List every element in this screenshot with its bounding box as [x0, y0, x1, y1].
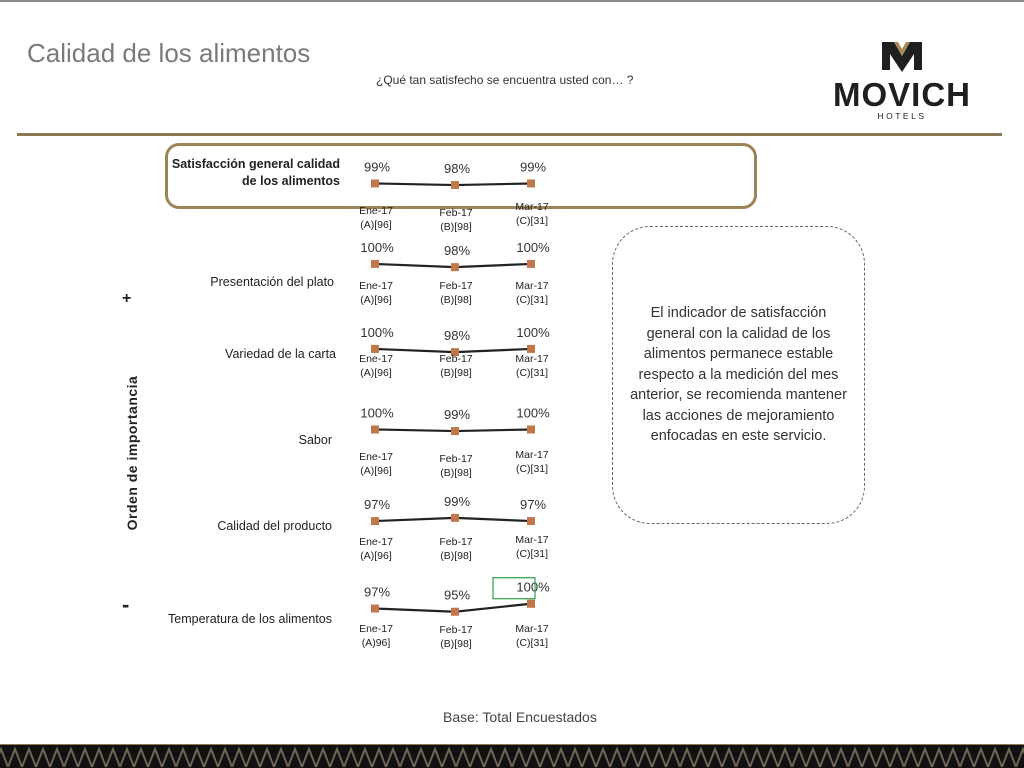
- logo-tagline: HOTELS: [877, 111, 927, 121]
- x-tick-label: Ene-17: [359, 451, 393, 463]
- x-tick-label: Feb-17: [439, 280, 473, 292]
- data-label: 98%: [443, 161, 471, 177]
- x-tick-label: (B)[98]: [440, 550, 472, 562]
- x-tick-label: Mar-17: [515, 534, 549, 546]
- insight-callout: [612, 226, 865, 524]
- data-point: [451, 263, 459, 271]
- data-label: 99%: [519, 159, 547, 175]
- data-point: [527, 179, 535, 187]
- x-tick-label: Mar-17: [515, 280, 549, 292]
- x-tick-label: (C)[31]: [515, 463, 549, 475]
- data-label: 99%: [443, 493, 471, 509]
- x-tick-label: (A)[96]: [360, 465, 392, 477]
- row-label-calidad-producto: Calidad del producto: [217, 519, 332, 533]
- x-tick-label: Feb-17: [439, 353, 473, 365]
- data-point: [527, 517, 535, 525]
- data-point: [527, 260, 535, 268]
- x-tick-label: Mar-17: [515, 201, 549, 213]
- x-tick-label: Ene-17: [359, 205, 393, 217]
- data-label: 97%: [363, 497, 391, 513]
- x-tick-label: Ene-17: [359, 353, 393, 365]
- x-tick-label: (C)[31]: [515, 294, 549, 306]
- data-point: [371, 179, 379, 187]
- data-point: [527, 345, 535, 353]
- data-label: 100%: [516, 239, 550, 255]
- x-tick-label: (A)96]: [361, 637, 391, 649]
- x-tick-label: Ene-17: [359, 280, 393, 292]
- data-label: 99%: [363, 159, 391, 175]
- x-tick-label: Feb-17: [439, 453, 473, 465]
- row-label-temperatura: Temperatura de los alimentos: [168, 612, 332, 626]
- axis-high-marker: +: [122, 290, 132, 307]
- logo-wordmark: MOVICH: [833, 76, 971, 113]
- x-tick-label: (A)[96]: [360, 367, 392, 379]
- x-tick-label: (A)[96]: [360, 294, 392, 306]
- data-point: [451, 427, 459, 435]
- data-label: 95%: [443, 587, 471, 603]
- data-point: [451, 608, 459, 616]
- x-tick-label: (B)[98]: [440, 638, 472, 650]
- data-label: 99%: [443, 407, 471, 423]
- row-label-presentacion: Presentación del plato: [210, 275, 334, 289]
- x-tick-label: (C)[31]: [515, 637, 549, 649]
- x-tick-label: (C)[31]: [515, 215, 549, 227]
- x-tick-label: (B)[98]: [440, 221, 472, 233]
- x-tick-label: Mar-17: [515, 449, 549, 461]
- page-title: Calidad de los alimentos: [27, 38, 311, 68]
- axis-title: Orden de importancia: [124, 375, 140, 531]
- data-point: [371, 345, 379, 353]
- data-point: [371, 260, 379, 268]
- x-tick-label: Mar-17: [515, 623, 549, 635]
- x-tick-label: (B)[98]: [440, 294, 472, 306]
- data-label: 100%: [516, 324, 550, 340]
- data-label: 100%: [360, 405, 394, 421]
- x-tick-label: (C)[31]: [515, 367, 549, 379]
- data-label: 100%: [516, 405, 550, 421]
- data-label: 100%: [360, 324, 394, 340]
- data-label: 97%: [363, 584, 391, 600]
- data-point: [527, 600, 535, 608]
- data-label: 98%: [443, 328, 471, 344]
- footer-pattern: [0, 745, 1024, 768]
- base-note: Base: Total Encuestados: [443, 709, 597, 725]
- data-point: [371, 605, 379, 613]
- x-tick-label: (B)[98]: [440, 367, 472, 379]
- x-tick-label: Ene-17: [359, 536, 393, 548]
- x-tick-label: (A)[96]: [360, 550, 392, 562]
- x-tick-label: (B)[98]: [440, 467, 472, 479]
- x-tick-label: Feb-17: [439, 536, 473, 548]
- x-tick-label: Mar-17: [515, 353, 549, 365]
- row-label-satisfaccion-general: Satisfacción general calidad de los alimentos: [171, 157, 340, 188]
- data-label: 97%: [519, 497, 547, 513]
- data-point: [371, 425, 379, 433]
- axis-low-marker: -: [122, 592, 130, 617]
- x-tick-label: (C)[31]: [515, 548, 549, 560]
- data-point: [371, 517, 379, 525]
- insight-text: El indicador de satisfacción general con la calidad de los alimentos permanece estable respecto a la medición del mes anterior, se recomienda mantener las acciones de mejoramiento enfocadas en este servicio.: [630, 305, 847, 445]
- row-label-sabor: Sabor: [298, 433, 332, 447]
- page-subtitle: ¿Qué tan satisfecho se encuentra usted con… ?: [376, 73, 634, 87]
- data-point: [451, 181, 459, 189]
- data-label: 100%: [360, 239, 394, 255]
- data-point: [527, 425, 535, 433]
- x-tick-label: (A)[96]: [360, 219, 392, 231]
- data-label: 98%: [443, 243, 471, 259]
- x-tick-label: Ene-17: [359, 623, 393, 635]
- x-tick-label: Feb-17: [439, 207, 473, 219]
- data-label: 100%: [516, 579, 550, 595]
- data-point: [451, 514, 459, 522]
- row-label-variedad: Variedad de la carta: [225, 347, 336, 361]
- x-tick-label: Feb-17: [439, 624, 473, 636]
